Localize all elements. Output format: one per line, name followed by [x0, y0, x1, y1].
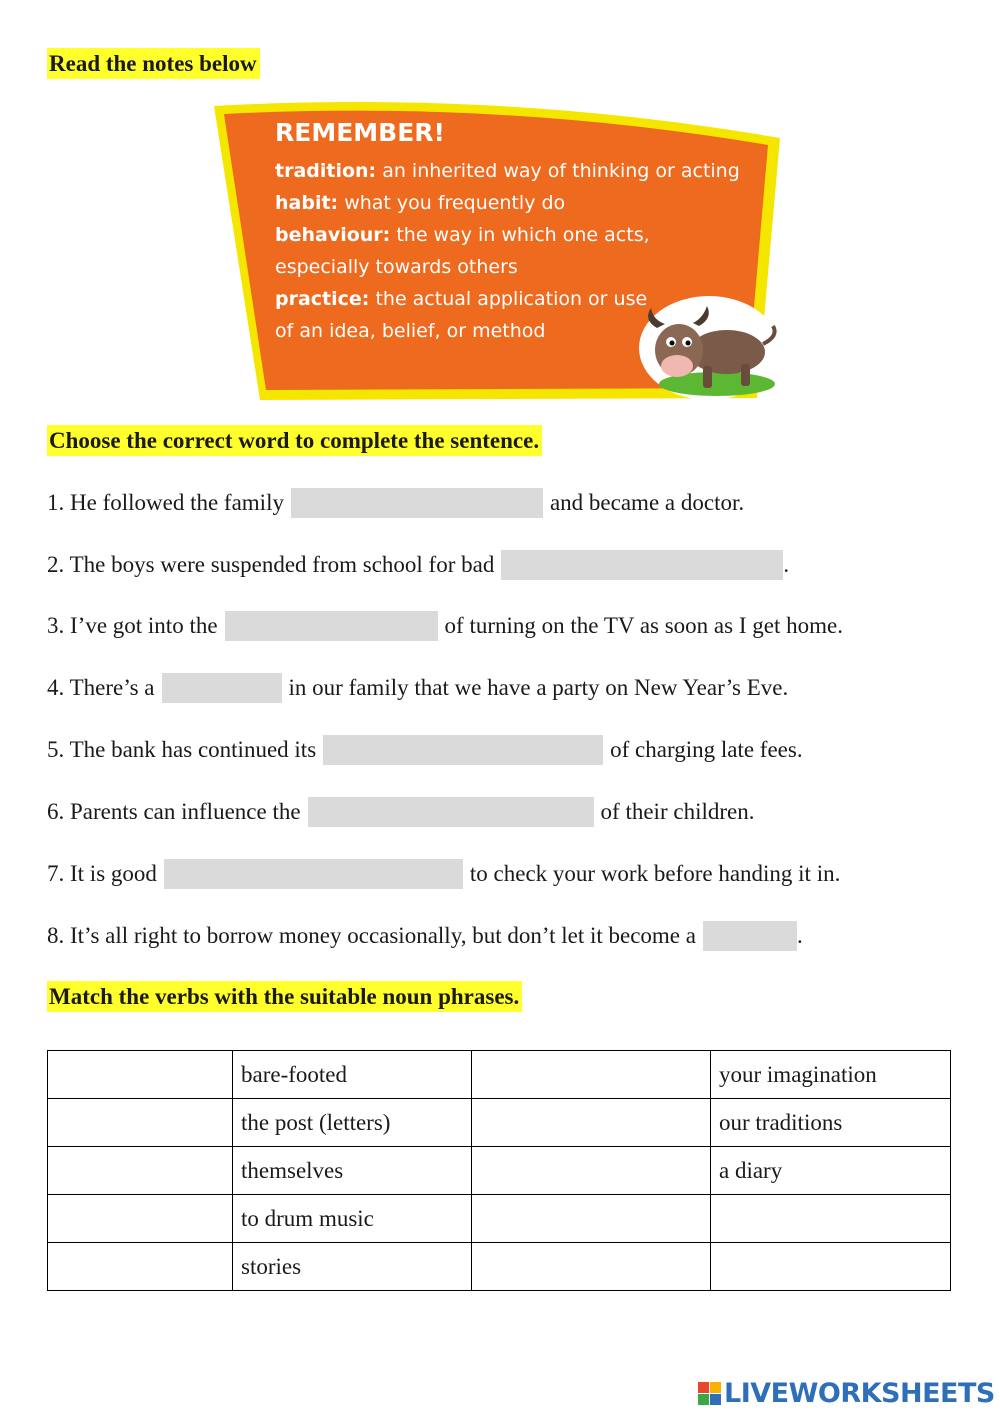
answer-blank-7[interactable] — [164, 859, 463, 889]
verb-drop-cell[interactable] — [472, 1051, 711, 1099]
table-row — [48, 1051, 951, 1099]
question-3: 3. I’ve got into the of turning on the TV as soon as I get home. — [47, 610, 843, 642]
noun-phrase-cell: to drum music — [233, 1195, 472, 1243]
noun-phrase-cell: stories — [233, 1243, 472, 1291]
table-row — [48, 1243, 951, 1291]
empty-cell — [711, 1195, 951, 1243]
answer-blank-1[interactable] — [291, 488, 543, 518]
verb-drop-cell[interactable] — [48, 1147, 233, 1195]
noun-phrase-cell: your imagination — [711, 1051, 951, 1099]
verb-drop-cell[interactable] — [472, 1243, 711, 1291]
table-row — [48, 1147, 951, 1195]
empty-cell — [711, 1243, 951, 1291]
verb-drop-cell[interactable] — [48, 1243, 233, 1291]
question-2: 2. The boys were suspended from school for bad . — [47, 549, 789, 581]
noun-phrase-cell: the post (letters) — [233, 1099, 472, 1147]
verb-drop-cell[interactable] — [472, 1099, 711, 1147]
noun-phrase-cell: our traditions — [711, 1099, 951, 1147]
match-table — [47, 1050, 951, 1291]
remember-panel — [212, 98, 792, 404]
question-7: 7. It is good to check your work before handing it in. — [47, 858, 840, 890]
noun-phrase-cell: a diary — [711, 1147, 951, 1195]
question-8: 8. It’s all right to borrow money occasionally, but don’t let it become a . — [47, 920, 803, 952]
def-tradition: tradition: an inherited way of thinking or acting — [275, 160, 740, 182]
answer-blank-8[interactable] — [703, 921, 797, 951]
question-1: 1. He followed the family and became a doctor. — [47, 487, 744, 519]
def-practice: practice: the actual application or use of an idea, belief, or method — [275, 288, 648, 342]
verb-drop-cell[interactable] — [48, 1195, 233, 1243]
def-habit: habit: what you frequently do — [275, 192, 566, 214]
answer-blank-5[interactable] — [323, 735, 603, 765]
noun-phrase-cell: themselves — [233, 1147, 472, 1195]
answer-blank-3[interactable] — [225, 611, 438, 641]
table-row — [48, 1099, 951, 1147]
remember-title: REMEMBER! — [275, 118, 445, 147]
verb-drop-cell[interactable] — [472, 1195, 711, 1243]
section-heading-read: Read the notes below — [47, 48, 260, 79]
section-heading-choose: Choose the correct word to complete the sentence. — [47, 425, 542, 456]
answer-blank-4[interactable] — [162, 673, 282, 703]
verb-drop-cell[interactable] — [48, 1051, 233, 1099]
table-row — [48, 1195, 951, 1243]
noun-phrase-cell: bare-footed — [233, 1051, 472, 1099]
section-heading-match: Match the verbs with the suitable noun phrases. — [47, 981, 522, 1012]
question-6: 6. Parents can influence the of their children. — [47, 796, 754, 828]
def-behaviour: behaviour: the way in which one acts, especially towards others — [275, 224, 650, 278]
question-5: 5. The bank has continued its of charging late fees. — [47, 734, 803, 766]
buffalo-illustration — [637, 290, 787, 402]
answer-blank-2[interactable] — [501, 550, 783, 580]
verb-drop-cell[interactable] — [472, 1147, 711, 1195]
answer-blank-6[interactable] — [308, 797, 594, 827]
liveworksheets-logo — [698, 1378, 995, 1409]
question-4: 4. There’s a in our family that we have a party on New Year’s Eve. — [47, 672, 788, 704]
logo-text: LIVEWORKSHEETS — [724, 1378, 995, 1409]
logo-icon — [698, 1382, 721, 1405]
verb-drop-cell[interactable] — [48, 1099, 233, 1147]
